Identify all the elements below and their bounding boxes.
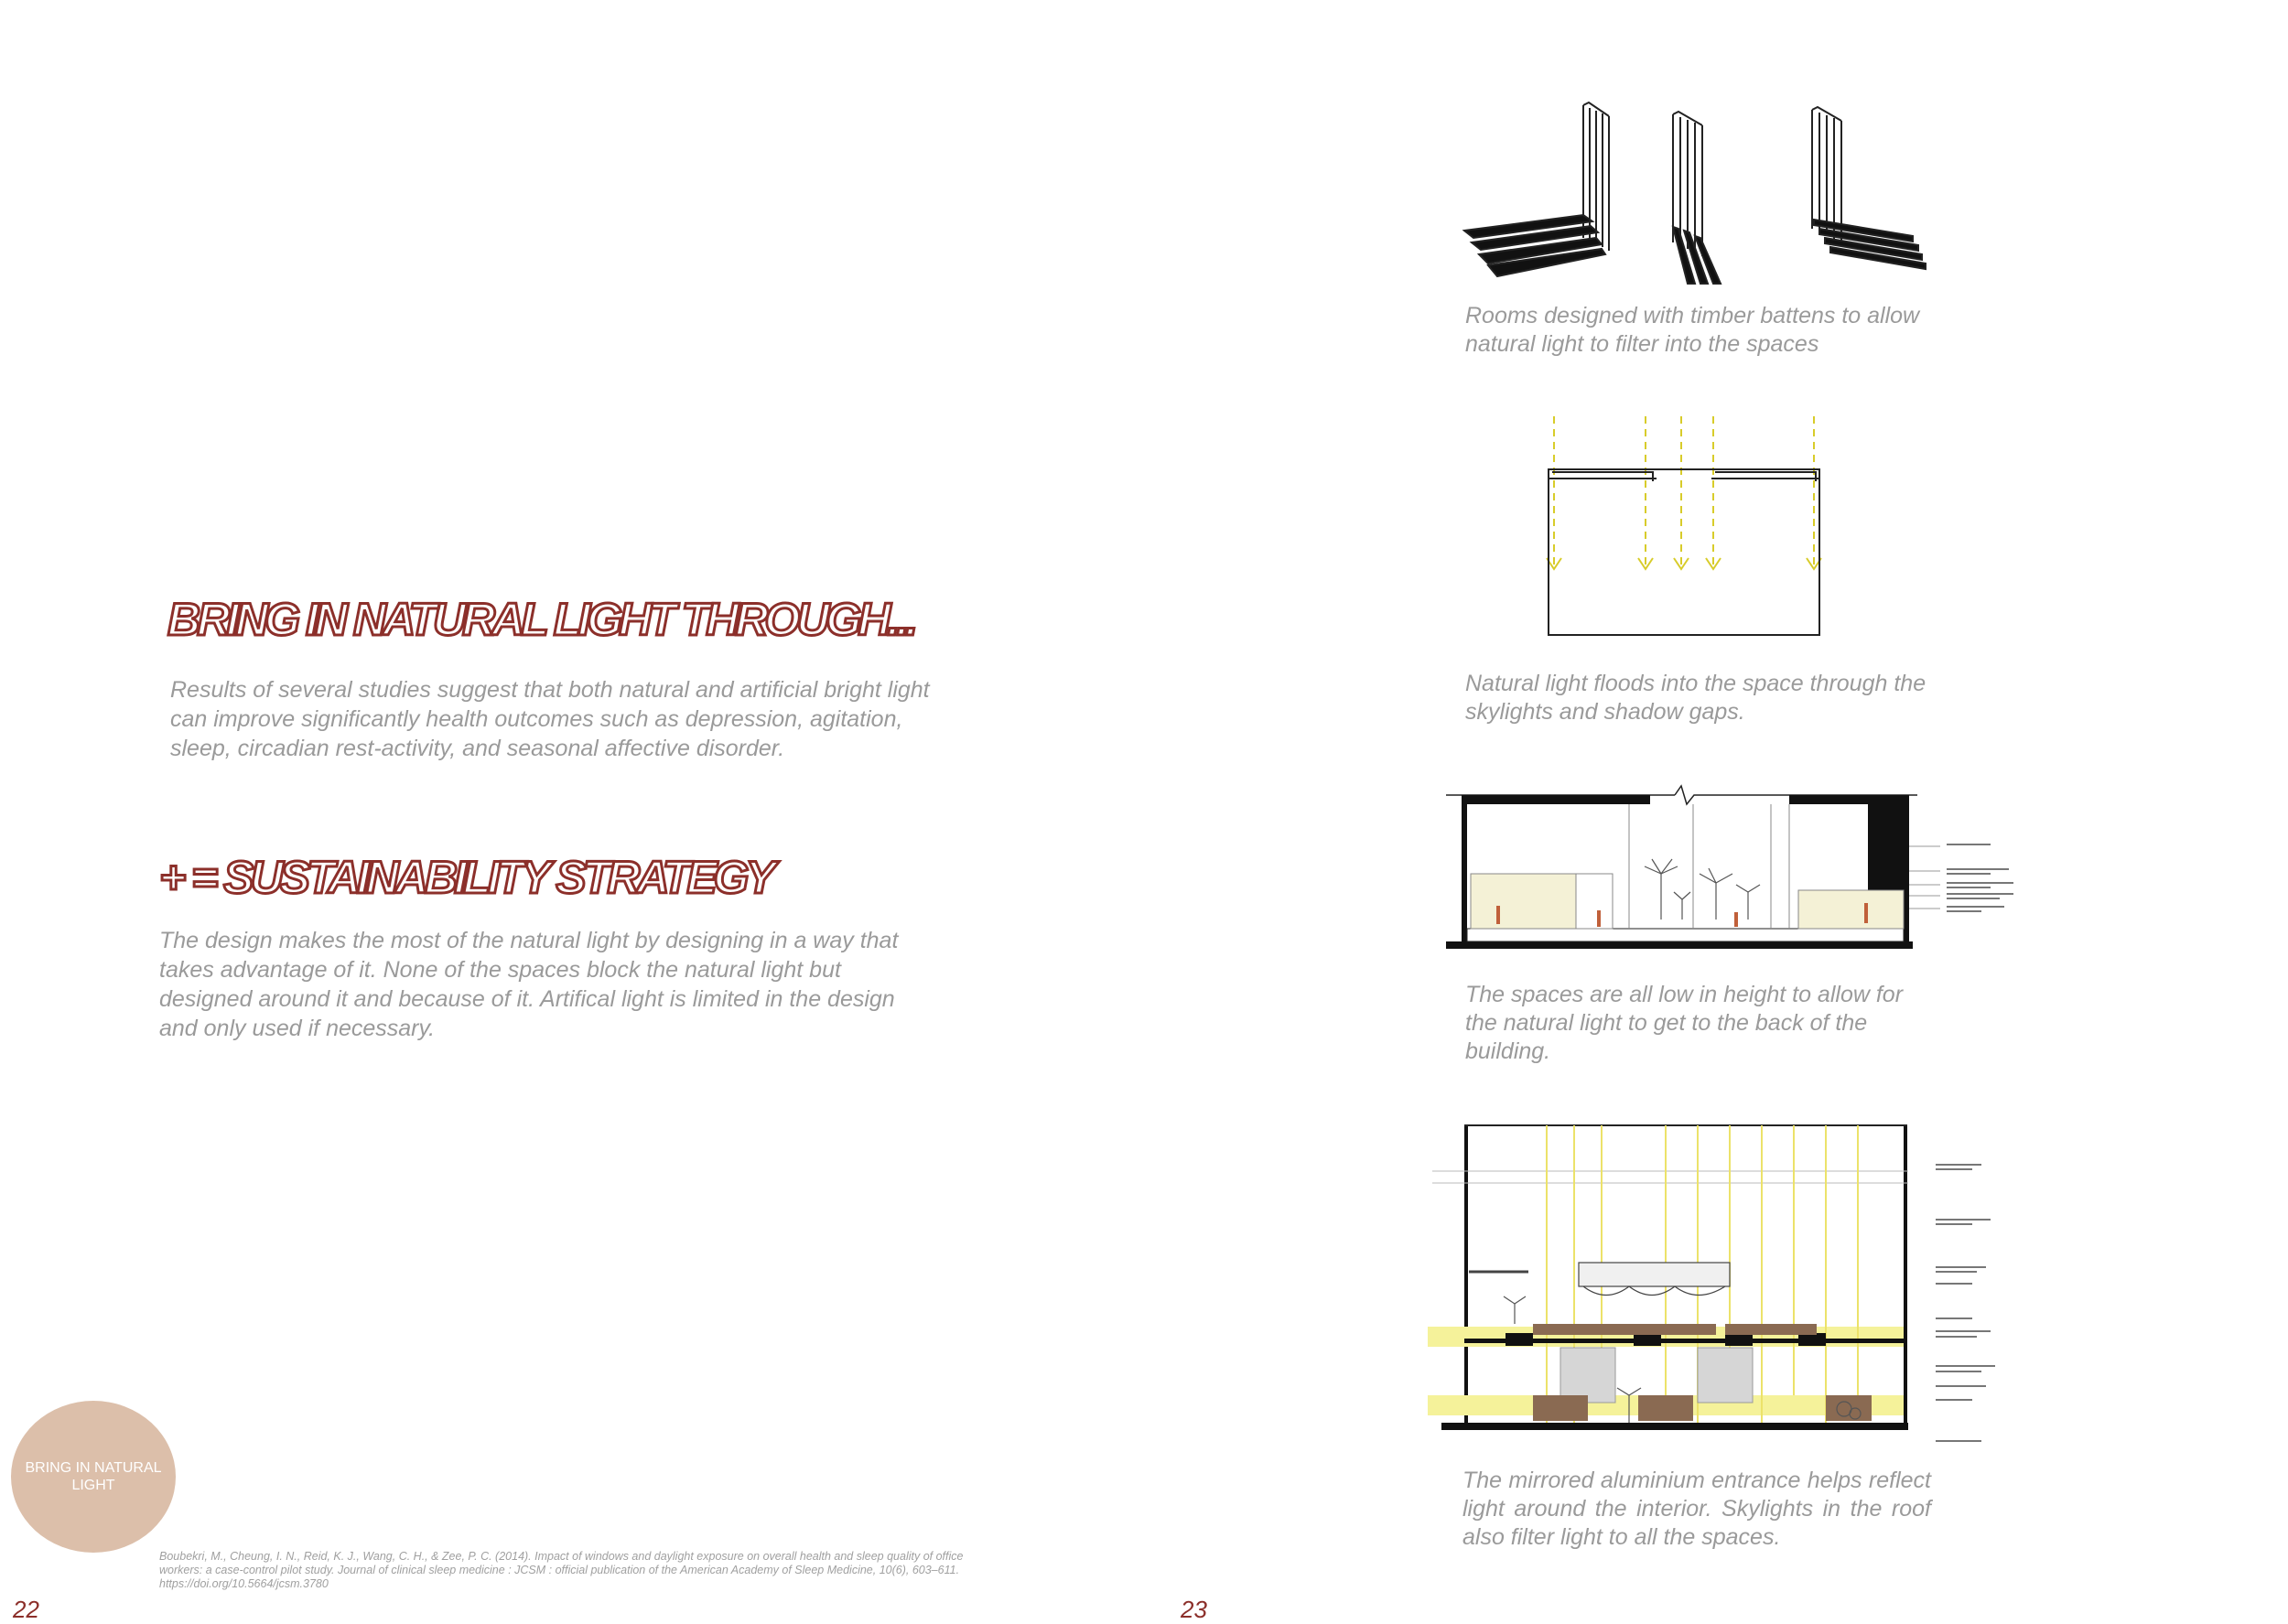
caption-mirrored-entrance: The mirrored aluminium entrance helps reflect light around the interior. Skylights in the roof also filter light to all the spaces. <box>1462 1468 1931 1550</box>
reference-citation: Boubekri, M., Cheung, I. N., Reid, K. J., Wang, C. H., & Zee, P. C. (2014). Impact of windows and daylight exposure on overall health and sleep quality of office workers: a case-control pilot study. Journal of clinical sleep medicine : JCSM : official publication of the American Academy of Sleep Medicine, 10(6), 603–611. https://doi.org/10.5664/jcsm.3780 <box>159 1550 964 1590</box>
timber-batten-diagram <box>1455 101 1931 293</box>
section-badge-label: BRING IN NATURAL LIGHT <box>25 1460 162 1493</box>
batten-group-left <box>1464 102 1609 276</box>
section-interior <box>1471 804 1904 929</box>
batten-group-middle <box>1673 112 1721 284</box>
heading-natural-light: BRING IN NATURAL LIGHT THROUGH... <box>167 594 915 645</box>
caption-low-height-spaces: The spaces are all low in height to allow for the natural light to get to the back of the building. <box>1465 982 1904 1064</box>
low-height-section-diagram <box>1441 782 2064 956</box>
mirrored-panels <box>1560 1348 1753 1403</box>
paragraph-design-strategy: The design makes the most of the natural light by designing in a way that takes advantage of it. None of the spaces block the natural light but designed around it and because of it. Artifical light is limited in the design and only used if necessary. <box>159 928 899 1041</box>
ray-arrows <box>1547 558 1821 569</box>
paragraph-light-studies: Results of several studies suggest that both natural and artificial bright light can improve significantly health outcomes such as depression, agitation, sleep, circadian rest-activity, and seasonal affective disorder. <box>170 677 930 761</box>
caption-skylights: Natural light floods into the space through the skylights and shadow gaps. <box>1465 671 1926 725</box>
mirrored-entrance-section-diagram <box>1423 1121 2082 1459</box>
batten-group-right <box>1812 107 1926 269</box>
entrance-mezzanine <box>1469 1263 1730 1296</box>
section-plants <box>1645 859 1760 920</box>
light-rays <box>1554 416 1814 567</box>
caption-timber-battens: Rooms designed with timber battens to allow natural light to filter into the spaces <box>1465 303 1920 357</box>
skylight-section-diagram <box>1538 412 1840 640</box>
entrance-annotations <box>1936 1165 1995 1441</box>
room-outline <box>1549 469 1819 635</box>
page-number-right: 23 <box>1181 1596 1207 1623</box>
heading-sustainability-strategy: + = SUSTAINABILITY STRATEGY <box>159 852 772 903</box>
page-number-left: 22 <box>13 1596 39 1623</box>
section-annotations <box>1909 844 2013 911</box>
section-badge <box>11 1401 176 1553</box>
